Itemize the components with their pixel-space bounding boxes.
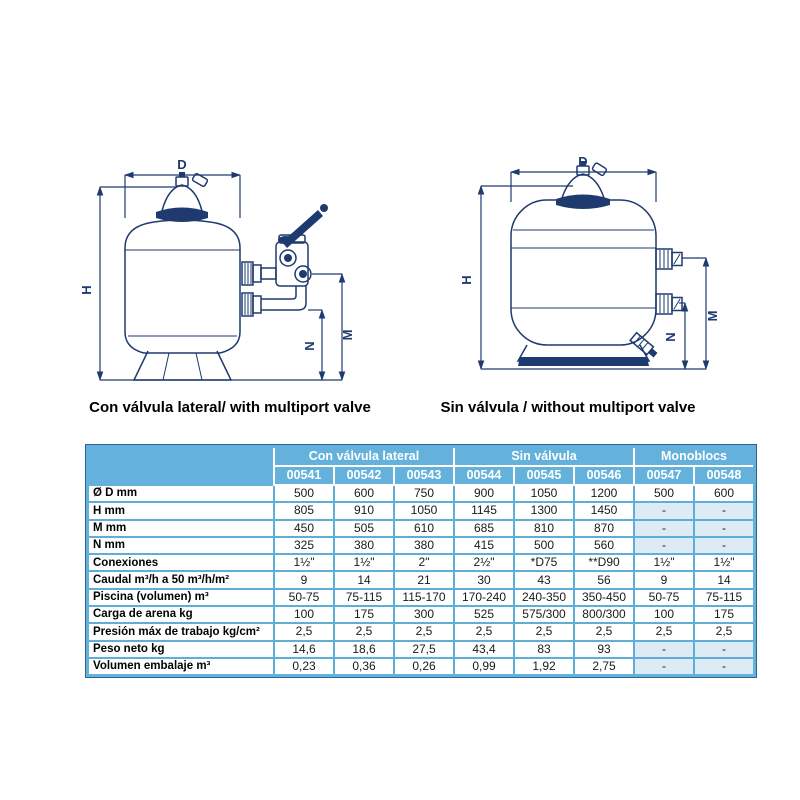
spec-cell: 2" xyxy=(395,555,455,572)
spec-cell: 910 xyxy=(335,503,395,520)
row-label: Presión máx de trabajo kg/cm² xyxy=(89,624,275,641)
spec-cell: 9 xyxy=(635,572,695,589)
spec-cell: 300 xyxy=(395,607,455,624)
row-label: Carga de arena kg xyxy=(89,607,275,624)
spec-cell: 600 xyxy=(335,486,395,503)
spec-cell: 810 xyxy=(515,521,575,538)
lid-plug xyxy=(592,162,607,176)
spec-cell: 43 xyxy=(515,572,575,589)
spec-table-body xyxy=(89,486,753,674)
spec-cell: 1145 xyxy=(455,503,515,520)
spec-cell: 1½" xyxy=(335,555,395,572)
tank-lid xyxy=(156,172,208,222)
spec-cell: 175 xyxy=(335,607,395,624)
group-con-valvula: Con válvula lateral xyxy=(275,448,455,467)
spec-cell: 175 xyxy=(695,607,753,624)
spec-cell: 1½" xyxy=(695,555,753,572)
dimension-m-label: M xyxy=(705,310,720,322)
row-label: H mm xyxy=(89,503,275,520)
spec-table xyxy=(89,448,753,674)
spec-cell: 350-450 xyxy=(575,590,635,607)
spec-cell: 1½" xyxy=(275,555,335,572)
row-label: Conexiones xyxy=(89,555,275,572)
spec-cell: - xyxy=(635,642,695,659)
spec-cell: - xyxy=(635,503,695,520)
dimension-h-label: H xyxy=(79,285,94,295)
spec-cell: 1050 xyxy=(515,486,575,503)
spec-cell: 115-170 xyxy=(395,590,455,607)
spec-cell: 685 xyxy=(455,521,515,538)
spec-cell: - xyxy=(695,538,753,555)
spec-cell: - xyxy=(635,521,695,538)
spec-cell: 2,5 xyxy=(275,624,335,641)
spec-cell: 100 xyxy=(275,607,335,624)
spec-cell: 2,5 xyxy=(395,624,455,641)
dimension-m xyxy=(682,258,720,369)
dimension-m xyxy=(312,274,355,380)
spec-cell: 600 xyxy=(695,486,753,503)
dimension-d-label: D xyxy=(177,157,187,172)
dimension-n xyxy=(663,303,685,369)
spec-cell: - xyxy=(635,538,695,555)
spec-cell: 505 xyxy=(335,521,395,538)
row-label: Piscina (volumen) m³ xyxy=(89,590,275,607)
spec-cell: - xyxy=(695,503,753,520)
dimension-h xyxy=(459,186,573,369)
lower-port xyxy=(656,294,682,314)
model-code: 00541 xyxy=(275,467,335,486)
spec-cell: 18,6 xyxy=(335,642,395,659)
spec-cell: 500 xyxy=(275,486,335,503)
spec-cell: 900 xyxy=(455,486,515,503)
spec-cell: 380 xyxy=(395,538,455,555)
spec-cell: 0,36 xyxy=(335,659,395,674)
spec-cell: 1050 xyxy=(395,503,455,520)
group-monoblocs: Monoblocs xyxy=(635,448,753,467)
spec-cell: 30 xyxy=(455,572,515,589)
spec-cell: 2,5 xyxy=(515,624,575,641)
spec-cell: 1300 xyxy=(515,503,575,520)
row-label: Caudal m³/h a 50 m³/h/m² xyxy=(89,572,275,589)
tank-outline xyxy=(125,220,240,353)
spec-cell: 380 xyxy=(335,538,395,555)
drain-spout xyxy=(630,333,659,359)
table-row xyxy=(89,538,753,555)
dimension-h-label: H xyxy=(459,275,474,285)
group-header-row xyxy=(89,448,753,467)
spec-cell: 2,5 xyxy=(575,624,635,641)
dimension-n-label: N xyxy=(302,341,317,351)
dimension-n-label: N xyxy=(663,332,678,342)
spec-cell: 2,75 xyxy=(575,659,635,674)
spec-cell: 2½" xyxy=(455,555,515,572)
spec-cell: - xyxy=(635,659,695,674)
spec-cell: 610 xyxy=(395,521,455,538)
row-label: M mm xyxy=(89,521,275,538)
spec-cell: 2,5 xyxy=(635,624,695,641)
model-code: 00546 xyxy=(575,467,635,486)
dimension-m-label: M xyxy=(340,329,355,341)
corner-cell xyxy=(89,448,275,486)
spec-cell: 805 xyxy=(275,503,335,520)
spec-cell: 560 xyxy=(575,538,635,555)
row-label: Volumen embalaje m³ xyxy=(89,659,275,674)
spec-cell: 325 xyxy=(275,538,335,555)
spec-cell: *D75 xyxy=(515,555,575,572)
spec-cell: 1½" xyxy=(635,555,695,572)
table-row xyxy=(89,590,753,607)
multiport-valve xyxy=(242,204,328,316)
spec-cell: 9 xyxy=(275,572,335,589)
table-row xyxy=(89,607,753,624)
group-sin-valvula: Sin válvula xyxy=(455,448,635,467)
spec-cell: 870 xyxy=(575,521,635,538)
spec-cell: 500 xyxy=(515,538,575,555)
spec-cell: 21 xyxy=(395,572,455,589)
spec-cell: 500 xyxy=(635,486,695,503)
spec-cell: 50-75 xyxy=(635,590,695,607)
table-row xyxy=(89,624,753,641)
spec-cell: 100 xyxy=(635,607,695,624)
model-code: 00543 xyxy=(395,467,455,486)
table-row xyxy=(89,521,753,538)
spec-cell: 1450 xyxy=(575,503,635,520)
table-row xyxy=(89,659,753,674)
spec-cell: 50-75 xyxy=(275,590,335,607)
spec-cell: 83 xyxy=(515,642,575,659)
row-label: N mm xyxy=(89,538,275,555)
spec-table-container xyxy=(85,444,757,678)
spec-cell: 14,6 xyxy=(275,642,335,659)
spec-cell: 415 xyxy=(455,538,515,555)
spec-cell: 800/300 xyxy=(575,607,635,624)
spec-cell: 2,5 xyxy=(335,624,395,641)
model-code: 00545 xyxy=(515,467,575,486)
spec-cell: 0,99 xyxy=(455,659,515,674)
model-code: 00547 xyxy=(635,467,695,486)
table-row xyxy=(89,572,753,589)
model-code: 00544 xyxy=(455,467,515,486)
spec-cell: 170-240 xyxy=(455,590,515,607)
spec-cell: 2,5 xyxy=(695,624,753,641)
spec-cell: 525 xyxy=(455,607,515,624)
spec-cell: 1,92 xyxy=(515,659,575,674)
row-label: Peso neto kg xyxy=(89,642,275,659)
tank-base xyxy=(518,345,649,366)
spec-table-head xyxy=(89,448,753,486)
filter-without-valve-diagram xyxy=(423,140,743,400)
table-row xyxy=(89,642,753,659)
upper-port xyxy=(656,249,682,269)
spec-cell: 75-115 xyxy=(695,590,753,607)
dimension-n xyxy=(302,310,322,380)
tank-legs xyxy=(134,351,231,380)
filter-with-valve-diagram xyxy=(72,150,402,400)
spec-cell: 56 xyxy=(575,572,635,589)
spec-cell: 240-350 xyxy=(515,590,575,607)
spec-cell: 0,23 xyxy=(275,659,335,674)
spec-cell: 575/300 xyxy=(515,607,575,624)
spec-cell: 1200 xyxy=(575,486,635,503)
spec-cell: - xyxy=(695,521,753,538)
spec-cell: 2,5 xyxy=(455,624,515,641)
model-code: 00548 xyxy=(695,467,753,486)
spec-cell: 450 xyxy=(275,521,335,538)
dimension-d-label: D xyxy=(578,154,588,169)
spec-cell: 750 xyxy=(395,486,455,503)
caption-without-valve: Sin válvula / without multiport valve xyxy=(440,399,696,416)
table-row xyxy=(89,486,753,503)
spec-cell: **D90 xyxy=(575,555,635,572)
table-row xyxy=(89,555,753,572)
tank-outline xyxy=(511,200,656,345)
spec-cell: - xyxy=(695,642,753,659)
spec-cell: - xyxy=(695,659,753,674)
spec-cell: 14 xyxy=(695,572,753,589)
row-label: Ø D mm xyxy=(89,486,275,503)
table-row xyxy=(89,503,753,520)
spec-cell: 14 xyxy=(335,572,395,589)
spec-cell: 93 xyxy=(575,642,635,659)
caption-with-valve: Con válvula lateral/ with multiport valve xyxy=(89,399,371,416)
spec-cell: 75-115 xyxy=(335,590,395,607)
spec-cell: 0,26 xyxy=(395,659,455,674)
spec-cell: 43,4 xyxy=(455,642,515,659)
model-code: 00542 xyxy=(335,467,395,486)
spec-cell: 27,5 xyxy=(395,642,455,659)
